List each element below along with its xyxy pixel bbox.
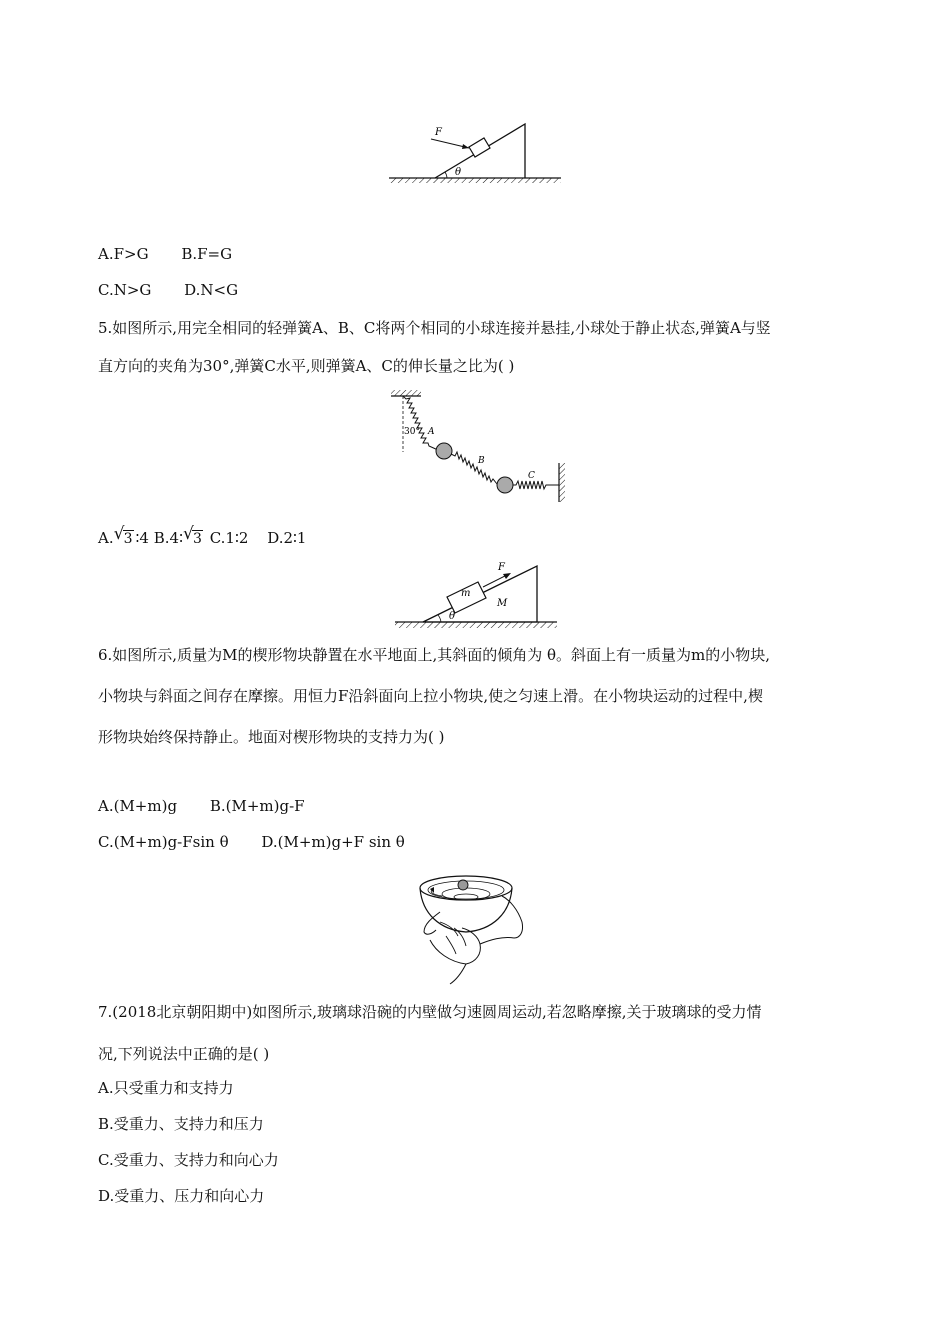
- q6-option-b[interactable]: B.(M+m)g-F: [209, 797, 305, 815]
- force-label: F: [435, 127, 442, 138]
- q4-option-a[interactable]: A.F>G: [98, 245, 149, 263]
- q6-options-row1: [98, 796, 305, 816]
- incline-force-figure: [385, 118, 565, 186]
- q5-options-row: [98, 524, 307, 549]
- q6-option-d[interactable]: D.(M+m)g+F sin θ: [261, 833, 405, 851]
- q6-option-c[interactable]: C.(M+m)g-Fsin θ: [98, 833, 229, 851]
- angle-label: θ: [455, 167, 462, 178]
- wedge-label: M: [497, 598, 508, 609]
- q7-option-c[interactable]: C.受重力、支持力和向心力: [98, 1151, 279, 1169]
- bowl-ball-figure: [410, 866, 538, 986]
- small-block-label: m: [461, 588, 471, 599]
- q5-option-c[interactable]: C.1∶2: [209, 529, 249, 547]
- q4-option-d[interactable]: D.N<G: [184, 281, 239, 299]
- q7-option-a[interactable]: A.只受重力和支持力: [98, 1079, 234, 1097]
- q5-stem-line2: 直方向的夹角为30°,弹簧C水平,则弹簧A、C的伸长量之比为( ): [98, 357, 515, 375]
- q7-option-d[interactable]: D.受重力、压力和向心力: [98, 1187, 265, 1205]
- q6-option-a[interactable]: A.(M+m)g: [98, 797, 178, 815]
- q7-option-b[interactable]: B.受重力、支持力和压力: [98, 1115, 264, 1133]
- q5-option-a[interactable]: A. √ 3 ∶4: [98, 524, 149, 547]
- springs-balls-figure: [385, 388, 575, 506]
- wedge-block-figure: [393, 556, 563, 634]
- spring-angle-label: 30°: [404, 427, 420, 437]
- q6-stem-line3: 形物块始终保持静止。地面对楔形物块的支持力为( ): [98, 728, 445, 746]
- q4-option-b[interactable]: B.F=G: [181, 245, 233, 263]
- q6-options-row2: [98, 832, 405, 852]
- spring-c-label: C: [528, 471, 535, 481]
- q7-stem-line1: 7.(2018北京朝阳期中)如图所示,玻璃球沿碗的内壁做匀速圆周运动,若忽略摩擦,关于玻璃球的受力情: [98, 1003, 762, 1021]
- q5-option-d[interactable]: D.2∶1: [267, 529, 307, 547]
- q4-options-row2: [98, 280, 238, 300]
- q7-stem-line2: 况,下列说法中正确的是( ): [98, 1045, 270, 1063]
- spring-b-label: B: [478, 456, 485, 466]
- spring-a-label: A: [428, 427, 435, 437]
- q5-stem-line1: 5.如图所示,用完全相同的轻弹簧A、B、C将两个相同的小球连接并悬挂,小球处于静止状态,弹簧A与竖: [98, 319, 771, 337]
- q4-option-c[interactable]: C.N>G: [98, 281, 152, 299]
- q5-option-b[interactable]: B.4∶ √ 3: [153, 524, 202, 547]
- q6-stem-line1: 6.如图所示,质量为M的楔形物块静置在水平地面上,其斜面的倾角为 θ。斜面上有一质量为m的小物块,: [98, 646, 771, 664]
- q4-options-row1: [98, 244, 232, 264]
- q6-stem-line2: 小物块与斜面之间存在摩擦。用恒力F沿斜面向上拉小物块,使之匀速上滑。在小物块运动的过程中,楔: [98, 687, 763, 705]
- pull-force-label: F: [498, 562, 505, 573]
- wedge-angle-label: θ: [449, 611, 456, 622]
